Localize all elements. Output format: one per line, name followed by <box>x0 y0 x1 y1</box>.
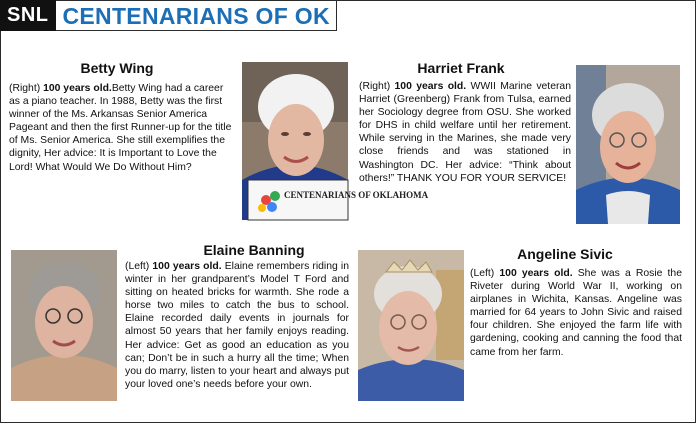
profile-age: 100 years old. <box>152 261 222 272</box>
profile-name-betty: Betty Wing <box>80 60 154 76</box>
profile-age: 100 years old. <box>43 83 112 94</box>
photo-sign-text: CENTENARIANS OF OKLAHOMA <box>284 190 429 200</box>
snl-badge: SNL <box>0 0 56 31</box>
photo-harriet-frank <box>576 65 680 224</box>
profile-position: (Left) <box>470 268 495 279</box>
profile-age: 100 years old. <box>499 268 573 279</box>
profile-text: Elaine remembers riding in winter in her grandparent’s Model T Ford and sitting on heated bricks for warmth. She rode a horse two miles to catch the bus to school. Elaine recorded daily events in journals for almost 50 years that her family enjoys reading. Her advice: Get as good an education as you can; Don’t be in such a hurry all the time; When you do marry, listen to your heart and always put your loved one’s needs before your own. <box>125 261 349 390</box>
photo-angeline-sivic <box>358 250 464 401</box>
profile-position: (Left) <box>125 261 150 272</box>
profile-position: (Right) <box>9 83 41 94</box>
page-title: CENTENARIANS OF OK <box>56 0 337 31</box>
profile-bio-harriet <box>359 80 571 185</box>
photo-elaine-banning <box>11 250 117 401</box>
profile-name-angeline: Angeline Sivic <box>517 246 613 262</box>
profile-name-harriet: Harriet Frank <box>417 60 505 76</box>
profile-text: She was a Rosie the Riveter during World War II, working on airplanes in Wichita, Kansas. Angeline was married for 64 years to John Sivic and raised four children. She enjoyed the farm life with gardening, cooking and canning the food that came from her farm. <box>470 268 682 358</box>
profile-bio-angeline <box>470 267 682 359</box>
profile-text: WWII Marine veteran Harriet (Greenberg) Frank from Tulsa, earned her Sociology degree from OSU. She worked for DHS in child welfare until her retirement. While serving in the Marines, she made very close friends and was stationed in Washington DC. Her advice: “Think about others!” THANK YOU FOR YOUR SERVICE! <box>359 81 571 184</box>
profile-bio-elaine <box>125 260 349 391</box>
profile-bio-betty <box>9 82 237 174</box>
profile-age: 100 years old. <box>394 81 467 92</box>
header <box>0 0 337 31</box>
profile-name-elaine: Elaine Banning <box>203 242 305 258</box>
profile-position: (Right) <box>359 81 391 92</box>
profile-text: Betty Wing had a career as a piano teacher. In 1988, Betty was the first winner of the Ms. Arkansas Senior America Pageant and then the first Runner-up for the title of Ms. Senior America. She still exemplifies the dignity, Her advice: It is Important to Love the Lord! What Would We Do Without Him? <box>9 83 232 173</box>
